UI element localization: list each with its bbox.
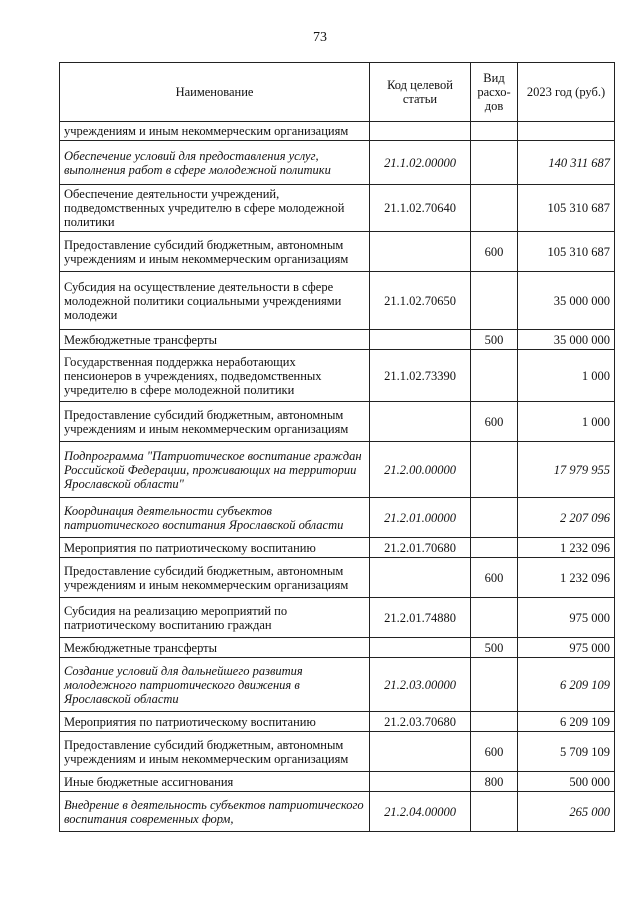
table-body xyxy=(60,122,615,832)
cell-code: 21.2.03.00000 xyxy=(370,658,471,712)
cell-name: Обеспечение деятельности учреждений, подведомственных учредителю в сфере молодежной политики xyxy=(60,185,370,232)
table-row xyxy=(60,498,615,538)
cell-type xyxy=(471,141,518,185)
cell-type: 800 xyxy=(471,772,518,792)
cell-amount: 500 000 xyxy=(518,772,615,792)
cell-type: 500 xyxy=(471,638,518,658)
table-row xyxy=(60,732,615,772)
cell-type xyxy=(471,792,518,832)
table-row xyxy=(60,712,615,732)
cell-name: Предоставление субсидий бюджетным, автономным учреждениям и иным некоммерческим организациям xyxy=(60,402,370,442)
cell-code xyxy=(370,402,471,442)
cell-type xyxy=(471,598,518,638)
cell-amount: 105 310 687 xyxy=(518,185,615,232)
cell-code xyxy=(370,232,471,272)
cell-code: 21.2.01.70680 xyxy=(370,538,471,558)
cell-name: Предоставление субсидий бюджетным, автономным учреждениям и иным некоммерческим организациям xyxy=(60,732,370,772)
cell-amount: 6 209 109 xyxy=(518,658,615,712)
page-number: 73 xyxy=(313,30,327,45)
cell-code: 21.2.00.00000 xyxy=(370,442,471,498)
cell-name: Координация деятельности субъектов патриотического воспитания Ярославской области xyxy=(60,498,370,538)
cell-name: Обеспечение условий для предоставления услуг, выполнения работ в сфере молодежной политики xyxy=(60,141,370,185)
cell-code: 21.1.02.73390 xyxy=(370,350,471,402)
cell-type: 500 xyxy=(471,330,518,350)
cell-name: Мероприятия по патриотическому воспитанию xyxy=(60,538,370,558)
cell-name: Субсидия на реализацию мероприятий по патриотическому воспитанию граждан xyxy=(60,598,370,638)
cell-type: 600 xyxy=(471,232,518,272)
header-type: Вид расхо-дов xyxy=(471,63,518,122)
cell-code: 21.2.01.74880 xyxy=(370,598,471,638)
cell-amount: 17 979 955 xyxy=(518,442,615,498)
cell-type xyxy=(471,350,518,402)
cell-name: учреждениям и иным некоммерческим организациям xyxy=(60,122,370,141)
cell-code: 21.1.02.70650 xyxy=(370,272,471,330)
cell-type xyxy=(471,185,518,232)
cell-type xyxy=(471,658,518,712)
table-row xyxy=(60,558,615,598)
cell-amount: 1 000 xyxy=(518,402,615,442)
table-row xyxy=(60,402,615,442)
cell-amount: 140 311 687 xyxy=(518,141,615,185)
cell-amount: 1 000 xyxy=(518,350,615,402)
cell-amount: 6 209 109 xyxy=(518,712,615,732)
cell-amount: 5 709 109 xyxy=(518,732,615,772)
cell-name: Иные бюджетные ассигнования xyxy=(60,772,370,792)
cell-type xyxy=(471,712,518,732)
cell-name: Создание условий для дальнейшего развития молодежного патриотического движения в Ярославской области xyxy=(60,658,370,712)
budget-table xyxy=(59,62,615,832)
cell-amount: 265 000 xyxy=(518,792,615,832)
table-row xyxy=(60,772,615,792)
cell-code xyxy=(370,558,471,598)
cell-amount: 35 000 000 xyxy=(518,330,615,350)
table-row xyxy=(60,442,615,498)
cell-code xyxy=(370,330,471,350)
cell-amount xyxy=(518,122,615,141)
table-row xyxy=(60,330,615,350)
header-name: Наименование xyxy=(60,63,370,122)
cell-code: 21.1.02.70640 xyxy=(370,185,471,232)
cell-type xyxy=(471,122,518,141)
cell-name: Внедрение в деятельность субъектов патриотического воспитания современных форм, xyxy=(60,792,370,832)
cell-code: 21.2.04.00000 xyxy=(370,792,471,832)
table-row xyxy=(60,272,615,330)
table-header-row xyxy=(60,63,615,122)
cell-amount: 105 310 687 xyxy=(518,232,615,272)
table-row xyxy=(60,638,615,658)
cell-name: Субсидия на осуществление деятельности в сфере молодежной политики социальными учреждениями молодежи xyxy=(60,272,370,330)
cell-type: 600 xyxy=(471,732,518,772)
cell-code xyxy=(370,638,471,658)
cell-code xyxy=(370,122,471,141)
cell-code: 21.2.01.00000 xyxy=(370,498,471,538)
cell-amount: 1 232 096 xyxy=(518,558,615,598)
cell-code: 21.2.03.70680 xyxy=(370,712,471,732)
cell-name: Мероприятия по патриотическому воспитанию xyxy=(60,712,370,732)
cell-type xyxy=(471,442,518,498)
cell-type xyxy=(471,538,518,558)
cell-type xyxy=(471,272,518,330)
table-row xyxy=(60,658,615,712)
cell-type: 600 xyxy=(471,402,518,442)
table-row xyxy=(60,350,615,402)
cell-amount: 975 000 xyxy=(518,598,615,638)
cell-code xyxy=(370,732,471,772)
cell-amount: 975 000 xyxy=(518,638,615,658)
cell-amount: 35 000 000 xyxy=(518,272,615,330)
cell-name: Предоставление субсидий бюджетным, автономным учреждениям и иным некоммерческим организациям xyxy=(60,558,370,598)
table-row xyxy=(60,598,615,638)
cell-type: 600 xyxy=(471,558,518,598)
header-code: Код целевой статьи xyxy=(370,63,471,122)
table-row xyxy=(60,538,615,558)
cell-name: Межбюджетные трансферты xyxy=(60,638,370,658)
cell-amount: 1 232 096 xyxy=(518,538,615,558)
cell-code: 21.1.02.00000 xyxy=(370,141,471,185)
cell-name: Подпрограмма "Патриотическое воспитание граждан Российской Федерации, проживающих на территории Ярославской области" xyxy=(60,442,370,498)
cell-type xyxy=(471,498,518,538)
header-amount: 2023 год (руб.) xyxy=(518,63,615,122)
cell-name: Межбюджетные трансферты xyxy=(60,330,370,350)
cell-name: Государственная поддержка неработающих пенсионеров в учреждениях, подведомственных учредителю в сфере молодежной политики xyxy=(60,350,370,402)
table-row xyxy=(60,232,615,272)
cell-amount: 2 207 096 xyxy=(518,498,615,538)
table-row xyxy=(60,185,615,232)
cell-name: Предоставление субсидий бюджетным, автономным учреждениям и иным некоммерческим организациям xyxy=(60,232,370,272)
cell-code xyxy=(370,772,471,792)
table-row xyxy=(60,122,615,141)
table-row xyxy=(60,792,615,832)
table-row xyxy=(60,141,615,185)
